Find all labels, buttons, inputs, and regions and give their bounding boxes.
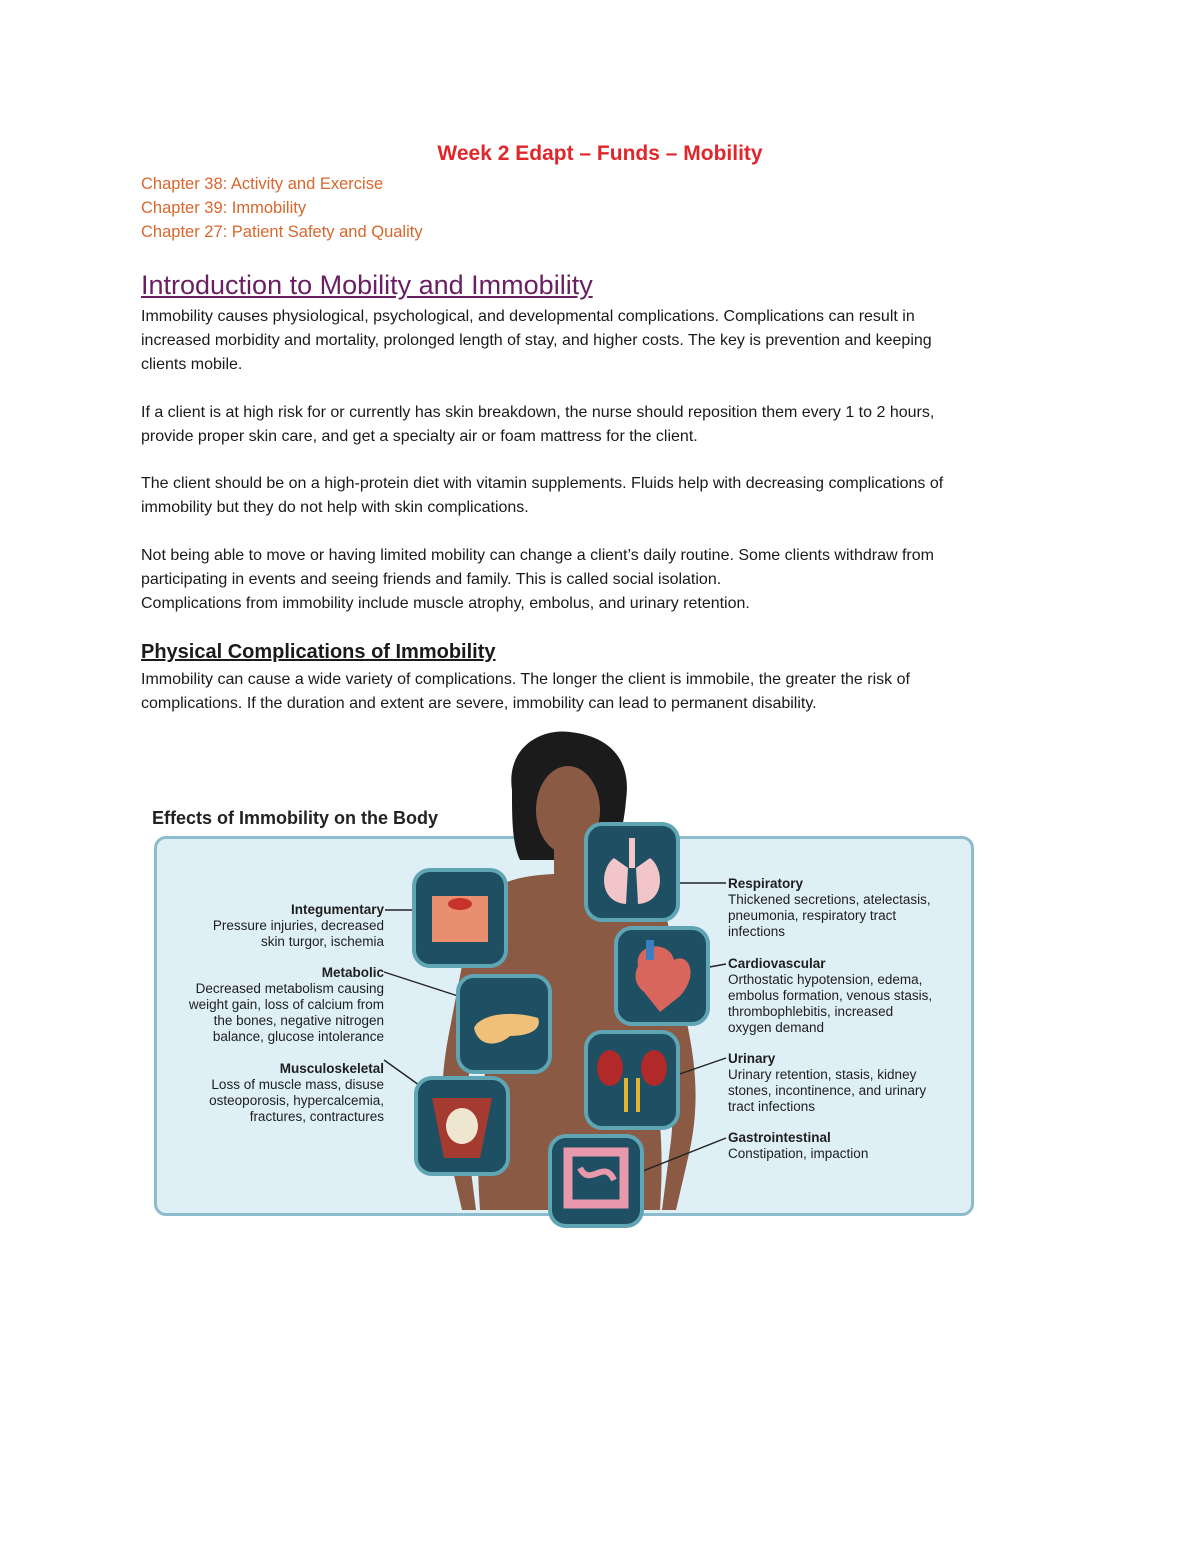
- label-line: infections: [728, 924, 786, 939]
- urinary-circle-icon: [586, 1032, 678, 1128]
- text-line: If a client is at high risk for or currently has skin breakdown, the nurse should reposition them every 1 to 2 hours,: [141, 404, 935, 421]
- label-line: thrombophlebitis, increased: [728, 1004, 894, 1019]
- label-title: Gastrointestinal: [728, 1130, 831, 1145]
- text-line: increased morbidity and mortality, prolonged length of stay, and higher costs. The key is prevention and keeping: [141, 332, 932, 349]
- text-line: Immobility can cause a wide variety of complications. The longer the client is immobile, the greater the risk of: [141, 671, 910, 688]
- metabolic-circle-icon: [458, 976, 550, 1072]
- label-line: Thickened secretions, atelectasis,: [728, 892, 931, 907]
- label-line: Constipation, impaction: [728, 1146, 869, 1161]
- text-line: immobility but they do not help with skin complications.: [141, 499, 529, 516]
- label-line: the bones, negative nitrogen: [213, 1013, 384, 1028]
- text-line: clients mobile.: [141, 356, 243, 373]
- label-title: Metabolic: [321, 965, 384, 980]
- chapter-item: Chapter 39: Immobility: [141, 199, 307, 217]
- respiratory-label: [728, 876, 964, 940]
- label-line: pneumonia, respiratory tract: [728, 908, 897, 923]
- musculoskeletal-label: [164, 1061, 384, 1125]
- gastrointestinal-label: [728, 1130, 964, 1162]
- text-line: participating in events and seeing friends and family. This is called social isolation.: [141, 571, 722, 588]
- label-line: balance, glucose intolerance: [212, 1029, 384, 1044]
- label-line: fractures, contractures: [249, 1109, 384, 1124]
- label-line: skin turgor, ischemia: [260, 934, 384, 949]
- label-line: stones, incontinence, and urinary: [728, 1083, 927, 1098]
- respiratory-circle-icon: [586, 824, 678, 920]
- label-line: weight gain, loss of calcium from: [188, 997, 384, 1012]
- intro-paragraph-1: [141, 305, 1061, 377]
- label-title: Integumentary: [290, 902, 384, 917]
- document-title: Week 2 Edapt – Funds – Mobility: [437, 142, 763, 165]
- musculoskeletal-circle-icon: [416, 1078, 508, 1174]
- text-line: Complications from immobility include muscle atrophy, embolus, and urinary retention.: [141, 595, 750, 612]
- cardiovascular-label: [728, 956, 964, 1036]
- integumentary-label: [168, 902, 384, 950]
- label-line: embolus formation, venous stasis,: [728, 988, 933, 1003]
- label-line: osteoporosis, hypercalcemia,: [209, 1093, 384, 1108]
- immobility-figure: [140, 728, 980, 1228]
- gastrointestinal-circle-icon: [550, 1136, 642, 1226]
- cardiovascular-circle-icon: [616, 928, 708, 1024]
- label-line: oxygen demand: [728, 1020, 825, 1035]
- urinary-label: [728, 1051, 964, 1115]
- label-title: Cardiovascular: [728, 956, 826, 971]
- label-title: Urinary: [728, 1051, 776, 1066]
- intro-paragraph-4: [141, 544, 1061, 616]
- text-line: Not being able to move or having limited mobility can change a client’s daily routine. Some clients withdraw from: [141, 547, 934, 564]
- label-line: Orthostatic hypotension, edema,: [728, 972, 923, 987]
- intro-paragraph-3: [141, 472, 1061, 520]
- text-line: The client should be on a high-protein diet with vitamin supplements. Fluids help with decreasing complications of: [141, 475, 944, 492]
- label-title: Musculoskeletal: [279, 1061, 384, 1076]
- label-line: Urinary retention, stasis, kidney: [728, 1067, 917, 1082]
- chapter-list: [141, 172, 423, 244]
- text-line: Immobility causes physiological, psychological, and developmental complications. Complications can result in: [141, 308, 915, 325]
- metabolic-label: [160, 965, 384, 1045]
- physical-paragraph: [141, 668, 1061, 716]
- physical-heading: Physical Complications of Immobility: [141, 641, 496, 663]
- figure-title: Effects of Immobility on the Body: [152, 808, 439, 828]
- intro-paragraph-2: [141, 401, 1061, 449]
- chapter-item: Chapter 38: Activity and Exercise: [141, 175, 384, 193]
- label-line: Pressure injuries, decreased: [212, 918, 384, 933]
- text-line: provide proper skin care, and get a specialty air or foam mattress for the client.: [141, 428, 698, 445]
- intro-heading: Introduction to Mobility and Immobility: [141, 270, 593, 300]
- label-title: Respiratory: [728, 876, 804, 891]
- text-line: complications. If the duration and extent are severe, immobility can lead to permanent disability.: [141, 695, 817, 712]
- chapter-item: Chapter 27: Patient Safety and Quality: [141, 223, 423, 241]
- integumentary-circle-icon: [414, 870, 506, 966]
- label-line: tract infections: [728, 1099, 816, 1114]
- label-line: Decreased metabolism causing: [195, 981, 384, 996]
- label-line: Loss of muscle mass, disuse: [211, 1077, 384, 1092]
